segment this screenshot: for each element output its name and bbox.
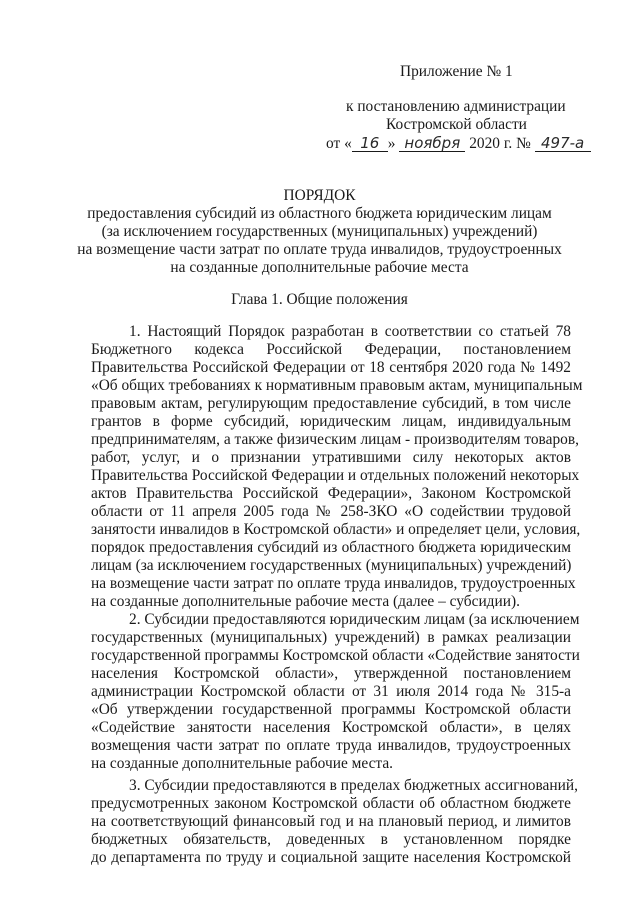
year-and-number-label: 2020 г. № bbox=[469, 135, 531, 152]
handwritten-month: ноября bbox=[399, 135, 465, 152]
body-line: порядок предоставления субсидий из областного бюджета юридическим bbox=[91, 539, 571, 556]
body-line: «Об общих требованиях к нормативным правовым актам, муниципальным bbox=[91, 377, 583, 394]
body-line: правовым актам, регулирующим предоставление субсидий, в том числе bbox=[91, 395, 571, 412]
date-mid: » bbox=[387, 135, 396, 152]
handwritten-number: 497-а bbox=[535, 135, 591, 152]
subtitle-line: предоставления субсидий из областного бюджета юридическим лицам bbox=[87, 205, 552, 222]
body-line: предпринимателям, а также физическим лицам - производителям товаров, bbox=[91, 431, 579, 448]
body-line: работ, услуг, и о признании утратившими силу некоторых актов bbox=[91, 449, 571, 466]
body-line: актов Правительства Российской Федерации», Законом Костромской bbox=[91, 485, 571, 502]
body-line: 1. Настоящий Порядок разработан в соответствии со статьей 78 bbox=[129, 323, 571, 340]
body-line: лицам (за исключением государственных (муниципальных) учреждений) bbox=[91, 557, 572, 574]
body-line: на соответствующий финансовый год и на плановый период, и лимитов bbox=[91, 813, 571, 830]
resolution-reference: к постановлению администрации bbox=[346, 98, 566, 115]
body-line: Правительства Российской Федерации от 18 сентября 2020 года № 1492 bbox=[91, 359, 571, 376]
body-line: грантов в форме субсидий, юридическим лицам, индивидуальным bbox=[91, 413, 571, 430]
chapter-heading: Глава 1. Общие положения bbox=[231, 291, 408, 308]
region-name: Костромской области bbox=[386, 116, 527, 133]
body-line: государственной программы Костромской области «Содействие занятости bbox=[91, 647, 580, 664]
body-line: возмещения части затрат по оплате труда инвалидов, трудоустроенных bbox=[91, 737, 571, 754]
body-line: на созданные дополнительные рабочие места. bbox=[91, 755, 394, 772]
body-line: государственных (муниципальных) учреждений) в рамках реализации bbox=[91, 629, 571, 646]
subtitle-line: на возмещение части затрат по оплате труда инвалидов, трудоустроенных bbox=[77, 241, 562, 258]
subtitle-line: (за исключением государственных (муниципальных) учреждений) bbox=[101, 223, 538, 240]
body-line: до департамента по труду и социальной защите населения Костромской bbox=[91, 849, 571, 866]
body-line: населения Костромской области», утвержденной постановлением bbox=[91, 665, 571, 682]
body-line: бюджетных обязательств, доведенных в установленном порядке bbox=[91, 831, 571, 848]
body-line: на созданные дополнительные рабочие места (далее – субсидии). bbox=[91, 593, 520, 610]
body-line: Правительства Российской Федерации и отдельных положений некоторых bbox=[91, 467, 580, 484]
subtitle-line: на созданные дополнительные рабочие места bbox=[170, 259, 469, 276]
handwritten-day: 16 bbox=[352, 135, 388, 152]
body-line: области от 11 апреля 2005 года № 258-ЗКО «О содействии трудовой bbox=[91, 503, 571, 520]
body-line: «Об утверждении государственной программы Костромской области bbox=[91, 701, 571, 718]
body-line: 3. Субсидии предоставляются в пределах бюджетных ассигнований, bbox=[129, 777, 578, 794]
body-line: Бюджетного кодекса Российской Федерации, постановлением bbox=[91, 341, 571, 358]
resolution-date-line bbox=[326, 135, 591, 153]
body-line: 2. Субсидии предоставляются юридическим лицам (за исключением bbox=[129, 611, 580, 628]
document-title: ПОРЯДОК bbox=[283, 187, 356, 204]
body-line: предусмотренных законом Костромской области об областном бюджете bbox=[91, 795, 571, 812]
date-prefix: от « bbox=[326, 135, 352, 152]
body-line: администрации Костромской области от 31 июля 2014 года № 315-а bbox=[91, 683, 571, 700]
body-line: «Содействие занятости населения Костромской области», в целях bbox=[91, 719, 571, 736]
body-line: занятости инвалидов в Костромской области» и определяет цели, условия, bbox=[91, 521, 581, 538]
appendix-label: Приложение № 1 bbox=[400, 63, 513, 80]
body-line: на возмещение части затрат по оплате труда инвалидов, трудоустроенных bbox=[91, 575, 576, 592]
